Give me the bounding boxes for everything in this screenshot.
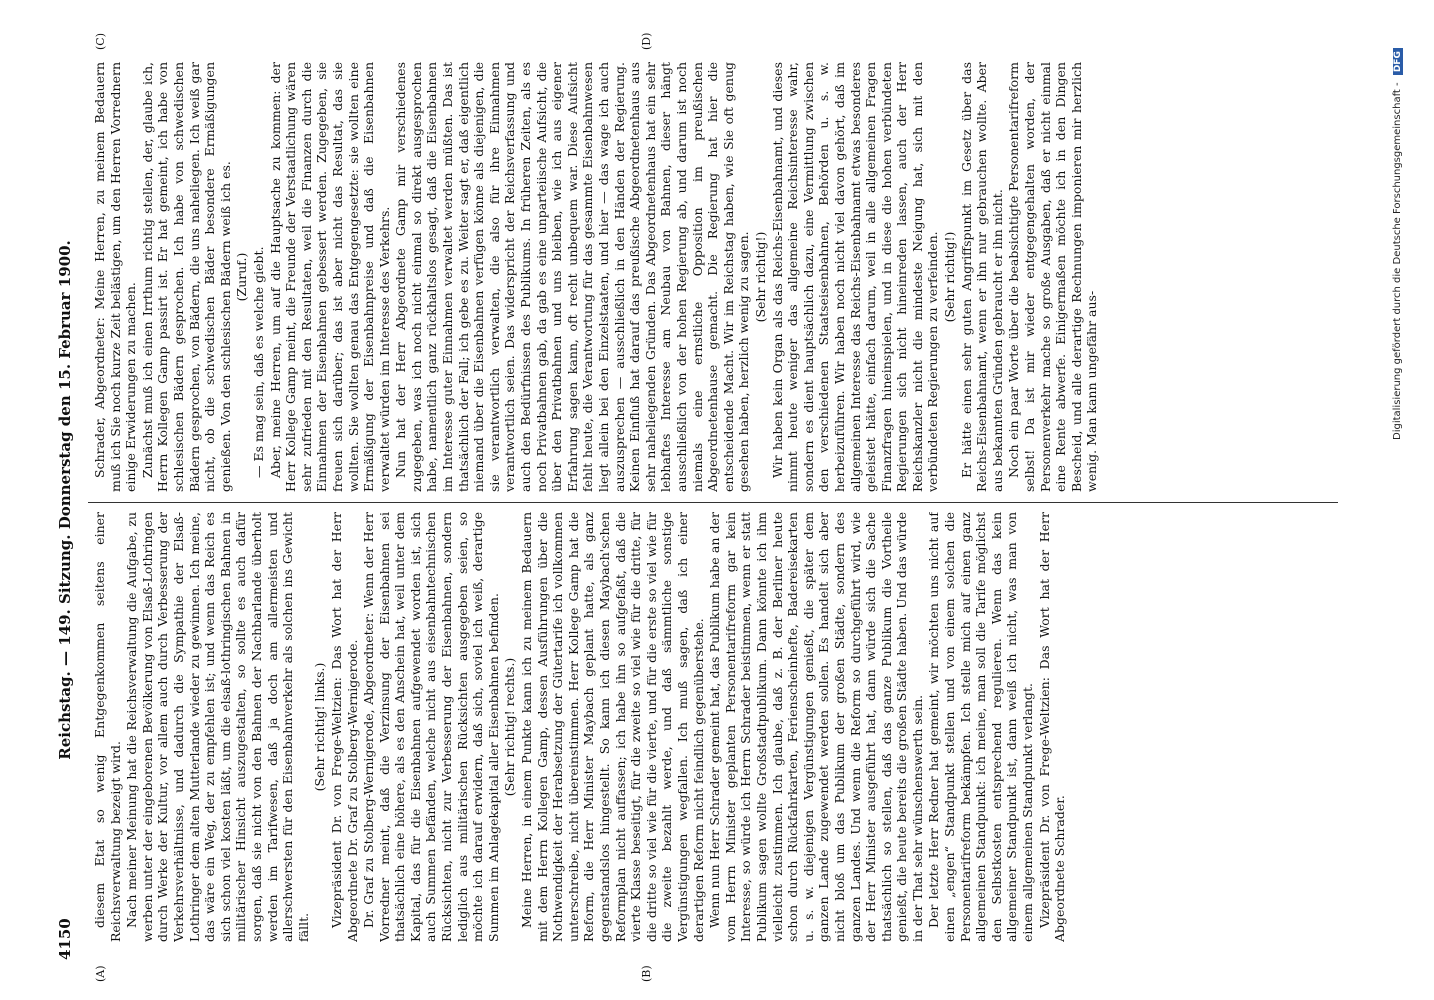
paragraph: — Es mag sein, daß es welche giebt. xyxy=(250,246,266,478)
dfg-watermark xyxy=(1392,40,1403,440)
paragraph: Dr. Graf zu Stolberg-Wernigerode, Abgeordneter: Wenn der Herr Vorredner meint, daß die Verzinsung der Eisenbahnen sei thatsächlich eine höhere, als es den Anschein hat, weil unter dem Kapital, das für die Eisenbahnen aufgewendet worden ist, sich auch Summen befänden, welche nicht aus eisenbahntechnischen Rücksichten, nicht zur Verbesserung der Eisenbahnen, sondern lediglich aus militärischen Rücksichten ausgegeben seien, so möchte ich darauf erwidern, daß sich, soviel ich weiß, derartige Summen im Anlagekapital aller Eisenbahnen befinden. xyxy=(361,512,501,942)
paragraph: Meine Herren, in einem Punkte kann ich zu meinem Bedauern mit dem Herrn Kollegen Gamp, dessen Ausführungen über die Nothwendigkeit der Herabsetzung der Gütertarife ich vollkommen unterschreibe, nicht übereinstimmen. Herr Kollege Gamp hat die Reform, die Herr Minister Maybach geplant hatte, als ganz gegenstandslos hingestellt. So kann ich diesen Maybach'schen Reformplan nicht auffassen; ich habe ihn so aufgefaßt, daß die vierte Klasse beseitigt, für die zweite so viel wie für die dritte, für die dritte so viel wie für die vierte, und für die erste so viel wie für die zweite bezahlt werde, und daß sämmtliche sonstige Vergünstigungen wegfallen. Ich muß sagen, daß ich einer derartigen Reform nicht feindlich gegenüberstehe. xyxy=(519,512,706,942)
margin-marker-c: (C) xyxy=(94,33,107,50)
page-number: 4150 xyxy=(56,918,74,960)
paragraph: Zunächst muß ich einen Irrthum richtig stellen, der, glaube ich, Herrn Kollegen Gamp passirt ist. Er hat gemeint, ich habe von schlesischen Bädern gesprochen. Ich habe von schwedischen Bädern gesprochen, von Bädern, die uns naheliegen. Ich weiß gar nicht, ob die schwedischen Bäder besondere Ermäßigungen genießen. Von den schlesischen Bädern weiß ich es. xyxy=(139,62,233,492)
margin-marker-b: (B) xyxy=(640,965,653,982)
margin-marker-a: (A) xyxy=(94,965,107,982)
paragraph: Vizepräsident Dr. von Frege-Weltzien: Das Wort hat der Herr Abgeordnete Schrader. xyxy=(1036,512,1068,942)
interjection: (Sehr richtig! links.) xyxy=(312,662,328,792)
paragraph: Vizepräsident Dr. von Frege-Weltzien: Das Wort hat der Herr Abgeordnete Dr. Graf zu Stolberg-Wernigerode. xyxy=(328,512,360,942)
paragraph: Wenn nun Herr Schrader gemeint hat, das Publikum habe an der vom Herrn Minister geplanten Personentarifreform gar kein Interesse, so würde ich Herrn Schrader beistimmen, wenn er statt Publikum sagen wollte Großstadtpublikum. Dann könnte ich ihm vielleicht zustimmen. Ich glaube, daß z. B. der Berliner heute schon durch Rückfahrkarten, Ferienscheinhefte, Badereisekarten u. s. w. diejenigen Vergünstigungen genießt, die später dem ganzen Lande zugewendet werden sollen. Es handelt sich aber nicht bloß um das Publikum der großen Städte, sondern des ganzen Landes. Und wenn die Reform so durchgeführt wird, wie der Herr Minister ausgeführt hat, dann würde sich die Sache thatsächlich so stellen, daß das ganze Publikum die Vortheile genießt, die heute bereits die großen Städte haben. Und das würde in der That sehr wünschenswerth sein. xyxy=(707,512,925,942)
interjection: (Sehr richtig! rechts.) xyxy=(502,657,518,797)
margin-marker-d: (D) xyxy=(640,32,653,50)
paragraph: Noch ein paar Worte über die beabsichtigte Personentarifreform selbst! Da ist mir wieder entgegengehalten worden, der Personenverkehr mache so große Ausgaben, daß er nicht einmal eine Rente abwerfe. Einigermaßen möchte ich in den Dingen Bescheid, und alle derartige Rechnungen imponieren mir herzlich wenig. Man kann ungefähr aus- xyxy=(1006,62,1100,492)
paragraph: Der letzte Herr Redner hat gemeint, wir möchten uns nicht auf einen „engen“ Standpunkt stellen und von einem solchen die Personentarifreform bekämpfen. Ich stelle mich auf einen ganz allgemeinen Standpunkt: ich meine, man soll die Tarife möglichst den Selbstkosten entsprechend regulieren. Wenn das kein allgemeiner Standpunkt ist, dann weiß ich nicht, was man von einem allgemeinen Standpunkt verlangt. xyxy=(926,512,1036,942)
interjection: (Sehr richtig!) xyxy=(942,231,958,323)
paragraph: diesem Etat so wenig Entgegenkommen seitens einer Reichsverwaltung bezeigt wird. xyxy=(92,512,123,942)
watermark-text: Digitalisierung gefördert durch die Deutsche Forschungsgemeinschaft - xyxy=(1392,82,1403,440)
dfg-logo: DFG xyxy=(1393,48,1403,75)
interjection: (Zuruf.) xyxy=(234,252,250,302)
right-column xyxy=(92,62,1332,492)
left-column xyxy=(92,512,1332,942)
column-divider xyxy=(88,502,1338,503)
running-head: Reichstag. — 149. Sitzung. Donnerstag den 15. Februar 1900. xyxy=(56,240,74,760)
paragraph: Nach meiner Meinung hat die Reichsverwaltung die Aufgabe, zu werben unter der eingeborenen Bevölkerung von Elsaß-Lothringen durch Werke der Kultur, vor allem auch durch Verbesserung der Verkehrsverhältnisse, und dadurch die Sympathie der Elsaß-Lothringer dem alten Mutterlande wieder zu gewinnen. Ich meine, das wäre ein Weg, der zu empfehlen ist; und wenn das Reich es sich schon viel kosten läßt, um die elsaß-lothringischen Bahnen in militärischer Hinsicht auszugestalten, so sollte es auch dafür sorgen, daß sie nicht von den Bahnen der Nachbarlande überholt werden im Tarifwesen, daß ja doch am allermeisten und allerschwersten für den Eisenbahnverkehr als solchen ins Gewicht fällt. xyxy=(124,512,311,942)
page-header xyxy=(56,40,78,960)
paragraph: Wir haben kein Organ als das Reichs-Eisenbahnamt, und dieses nimmt heute weniger das allgemeine Reichsinteresse wahr, sondern es dient hauptsächlich dazu, eine Vermittlung zwischen den verschiedenen Staatseisenbahnen, Behörden u. s. w. herbeizuführen. Wir haben noch nicht viel davon gehört, daß im allgemeinen Interesse das Reichs-Eisenbahnamt etwas besonderes geleistet hätte, einfach darum, weil in alle allgemeinen Fragen Finanzfragen hineinspielen, und in diese die hohen verbündeten Regierungen sich nicht hineinreden lassen, auch der Herr Reichskanzler nicht die mindeste Neigung hat, sich mit den verbündeten Regierungen zu verfeinden. xyxy=(769,62,941,492)
interjection: (Sehr richtig!) xyxy=(752,231,768,323)
paragraph: Nun hat der Herr Abgeordnete Gamp mir verschiedenes zugegeben, was ich noch nicht einmal so direkt ausgesprochen habe, namentlich ganz rückhaltslos gesagt, daß die Eisenbahnen im Interesse guter Einnahmen verwaltet werden müßten. Das ist thatsächlich der Fall; ich gebe es zu. Weiter sagt er, daß eigentlich niemand über die Eisenbahnen verfügen könne als diejenigen, die sie verantwortlich verwalten, die also für ihre Einnahmen verantwortlich seien. Das widerspricht der Reichsverfassung und auch den Bedürfnissen des Publikums. In früheren Zeiten, als es noch Privatbahnen gab, da gab es eine unparteiische Aufsicht, die über den Privatbahnen und uns bleiben, wie ich aus eigener Erfahrung sagen kann, oft recht unbequem war. Diese Aufsicht fehlt heute, die Verantwortung für das gesammte Eisenbahnwesen liegt allein bei den Einzelstaaten, und hier — das wage ich auch auszusprechen — ausschließlich in den Händen der Regierung. Keinen Einfluß hat darauf das preußische Abgeordnetenhaus aus sehr naheliegenden Gründen. Das Abgeordnetenhaus hat ein sehr lebhaftes Interesse am Neubau von Bahnen, dieser hängt ausschließlich von der hohen Regierung ab, und darum ist noch niemals eine ernstliche Opposition im preußischen Abgeordnetenhause gemacht. Die Regierung hat hier die entscheidende Macht. Wir im Reichstag haben, wie Sie oft genug gesehen haben, herzlich wenig zu sagen. xyxy=(393,62,752,492)
paragraph: Er hätte einen sehr guten Angriffspunkt im Gesetz über das Reichs-Eisenbahnamt, wenn er ihn nur gebrauchen wollte. Aber aus bekannten Gründen gebraucht er ihn nicht. xyxy=(958,62,1005,492)
paragraph: Schrader, Abgeordneter: Meine Herren, zu meinem Bedauern muß ich Sie noch kurze Zeit belästigen, um den Herren Vorrednern einige Erwiderungen zu machen. xyxy=(92,62,139,492)
paragraph: Aber, meine Herren, um auf die Hauptsache zu kommen: der Herr Kollege Gamp meint, die Freunde der Verstaatlichung wären sehr zufrieden mit den Resultaten, weil die Finanzen durch die Einnahmen der Eisenbahnen gebessert werden. Zugegeben, sie freuen sich darüber; das ist aber nicht das Resultat, das sie wollten. Sie wollten genau das Entgegengesetzte: sie wollten eine Ermäßigung der Eisenbahnpreise und daß die Eisenbahnen verwaltet würden im Interesse des Verkehrs. xyxy=(267,62,392,492)
